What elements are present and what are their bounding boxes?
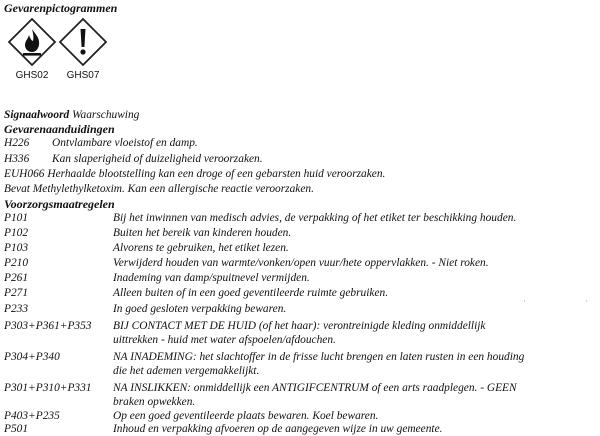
exclamation-mark-icon [58, 17, 108, 67]
precaution-text: BIJ CONTACT MET DE HUID (of het haar): verontreinigde kleding onmiddellijk [113, 320, 486, 332]
precaution-text: Inhoud en verpakking afvoeren op de aangegeven wijze in uw gemeente. [113, 423, 443, 435]
contains-statement: Bevat Methylethylketoxim. Kan een allergische reactie veroorzaken. [4, 183, 314, 195]
signal-word-value: Waarschuwing [72, 109, 140, 121]
precaution-text: Alvorens te gebruiken, het etiket lezen. [113, 242, 289, 254]
pictogram-label: GHS02 [15, 70, 49, 81]
precaution-text: Alleen buiten of in een goed geventileerde ruimte gebruiken. [113, 287, 389, 299]
hazard-text: Kan slaperigheid of duizeligheid veroorzaken. [52, 153, 263, 165]
precaution-text: Op een goed geventileerde plaats bewaren. Koel bewaren. [113, 410, 379, 422]
precaution-code: P103 [4, 242, 29, 254]
euh-statement: EUH066 Herhaalde blootstelling kan een droge of een gebarsten huid veroorzaken. [4, 168, 386, 180]
precaution-text: In goed gesloten verpakking bewaren. [113, 303, 287, 315]
signal-word-row [4, 109, 139, 121]
precaution-text: Inademing van damp/spuitnevel vermijden. [113, 272, 310, 284]
scan-artifact: · [523, 296, 526, 306]
precaution-code: P403+P235 [4, 410, 60, 422]
precaution-code: P301+P310+P331 [4, 382, 92, 394]
hazard-text: Ontvlambare vloeistof en damp. [52, 137, 198, 149]
hazard-code: H336 [4, 153, 30, 165]
section-title: Gevarenpictogrammen [4, 1, 118, 15]
hazard-code: H226 [4, 137, 30, 149]
precaution-text: Bij het inwinnen van medisch advies, de verpakking of het etiket ter beschikking houden. [113, 212, 517, 224]
precaution-text: NA INSLIKKEN: onmiddellijk een ANTIGIFCENTRUM of een arts raadplegen. - GEEN [113, 382, 517, 394]
flame-icon [7, 17, 57, 67]
precaution-code: P210 [4, 257, 29, 269]
precaution-code: P271 [4, 287, 29, 299]
precaution-code: P304+P340 [4, 351, 60, 363]
signal-word-label: Signaalwoord [4, 109, 70, 121]
precaution-text-continued: die het ademen vergemakkelijkt. [113, 365, 260, 377]
precaution-code: P303+P361+P353 [4, 320, 92, 332]
precaution-text-continued: uittrekken - huid met water afspoelen/afdouchen. [113, 334, 336, 346]
scan-artifact: · [585, 296, 588, 306]
hazard-header: Gevarenaanduidingen [4, 122, 115, 136]
precaution-text: NA INADEMING: het slachtoffer in de frisse lucht brengen en laten rusten in een houding [113, 351, 525, 363]
precaution-code: P261 [4, 272, 29, 284]
precaution-code: P102 [4, 227, 29, 239]
precaution-code: P233 [4, 303, 29, 315]
precaution-code: P501 [4, 423, 29, 435]
pictogram-label: GHS07 [66, 70, 100, 81]
precaution-code: P101 [4, 212, 29, 224]
precaution-header: Voorzorgsmaatregelen [4, 197, 115, 211]
precaution-text: Buiten het bereik van kinderen houden. [113, 227, 292, 239]
precaution-text-continued: braken opwekken. [113, 396, 196, 408]
precaution-text: Verwijderd houden van warmte/vonken/open vuur/hete oppervlakken. - Niet roken. [113, 257, 489, 269]
